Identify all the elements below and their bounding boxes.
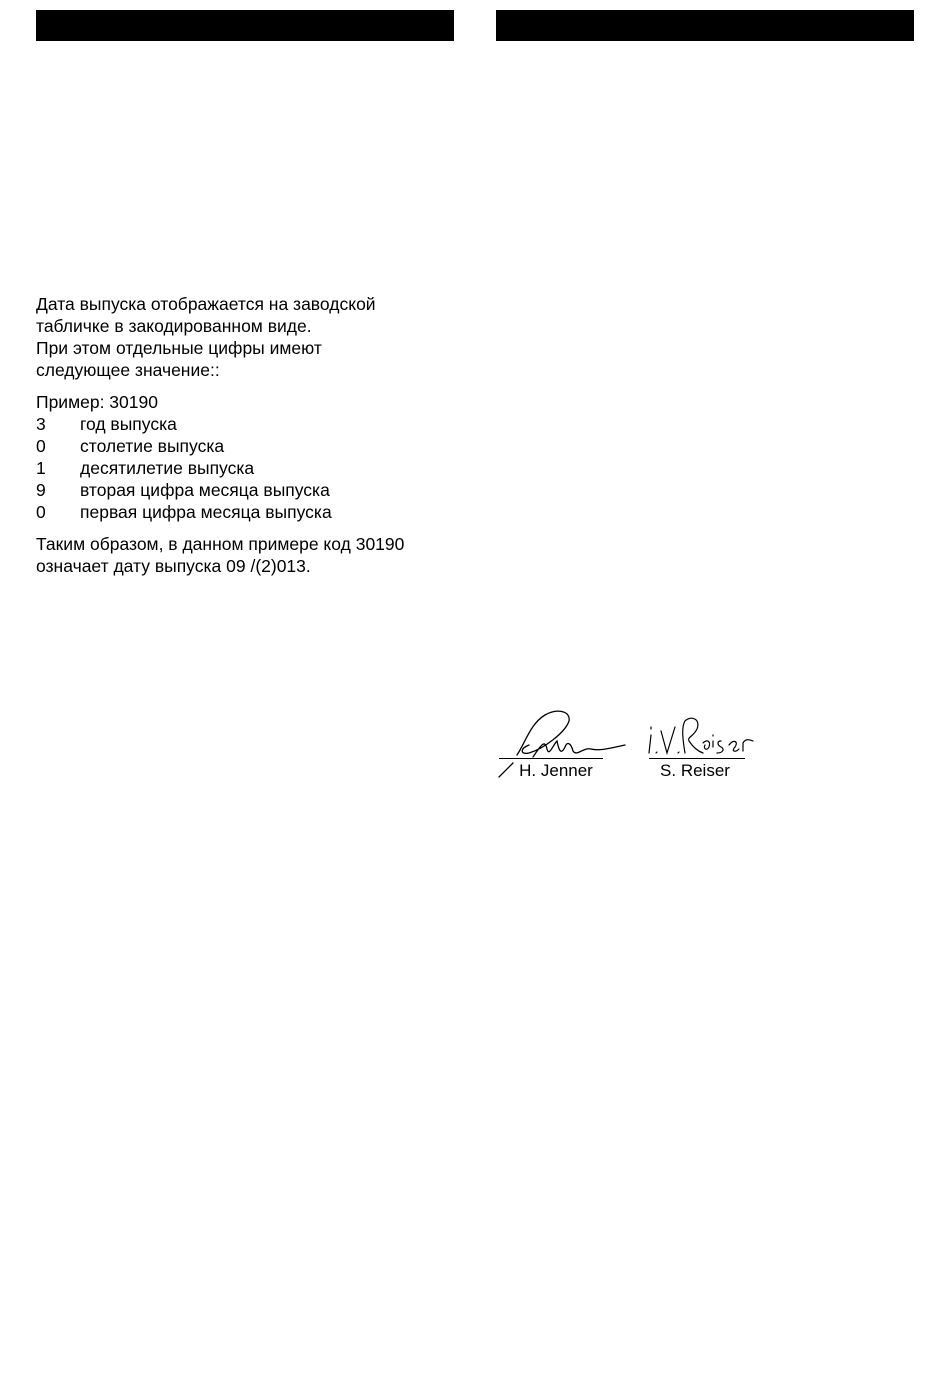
header-bar-left [36, 10, 454, 41]
signature-jenner [495, 705, 603, 785]
code-digit: 0 [36, 502, 46, 522]
handwritten-signature-reiser [645, 705, 755, 765]
code-row [36, 501, 466, 523]
header-bar-right [496, 10, 914, 41]
code-meaning: столетие выпуска [80, 436, 225, 456]
code-digit: 0 [36, 436, 46, 456]
signature-reiser [645, 705, 745, 785]
intro-line-2: табличке в закодированном виде. [36, 316, 312, 336]
intro-line-3: При этом отдельные цифры имеют [36, 338, 322, 358]
example-label: Пример: 30190 [36, 392, 158, 412]
intro-line-1: Дата выпуска отображается на заводской [36, 294, 376, 314]
code-meaning: первая цифра месяца выпуска [80, 502, 332, 522]
code-meaning: десятилетие выпуска [80, 458, 255, 478]
date-code-section [36, 293, 466, 577]
conclusion-line-2: означает дату выпуска 09 /(2)013. [36, 556, 311, 576]
intro-line-4: следующее значение:: [36, 360, 220, 380]
code-row [36, 479, 466, 501]
code-legend [36, 391, 466, 523]
intro-paragraph [36, 293, 466, 381]
code-digit: 9 [36, 480, 46, 500]
conclusion-paragraph [36, 533, 466, 577]
signature-line [649, 758, 745, 759]
code-row [36, 435, 466, 457]
code-meaning: вторая цифра месяца выпуска [80, 480, 330, 500]
code-meaning: год выпуска [80, 414, 177, 434]
code-digit: 1 [36, 458, 46, 478]
signatory-name: S. Reiser [660, 761, 730, 780]
code-row [36, 413, 466, 435]
code-row [36, 457, 466, 479]
signatory-name: H. Jenner [519, 761, 593, 780]
signature-line [499, 758, 603, 759]
conclusion-line-1: Таким образом, в данном примере код 30190 [36, 534, 405, 554]
code-digit: 3 [36, 414, 46, 434]
